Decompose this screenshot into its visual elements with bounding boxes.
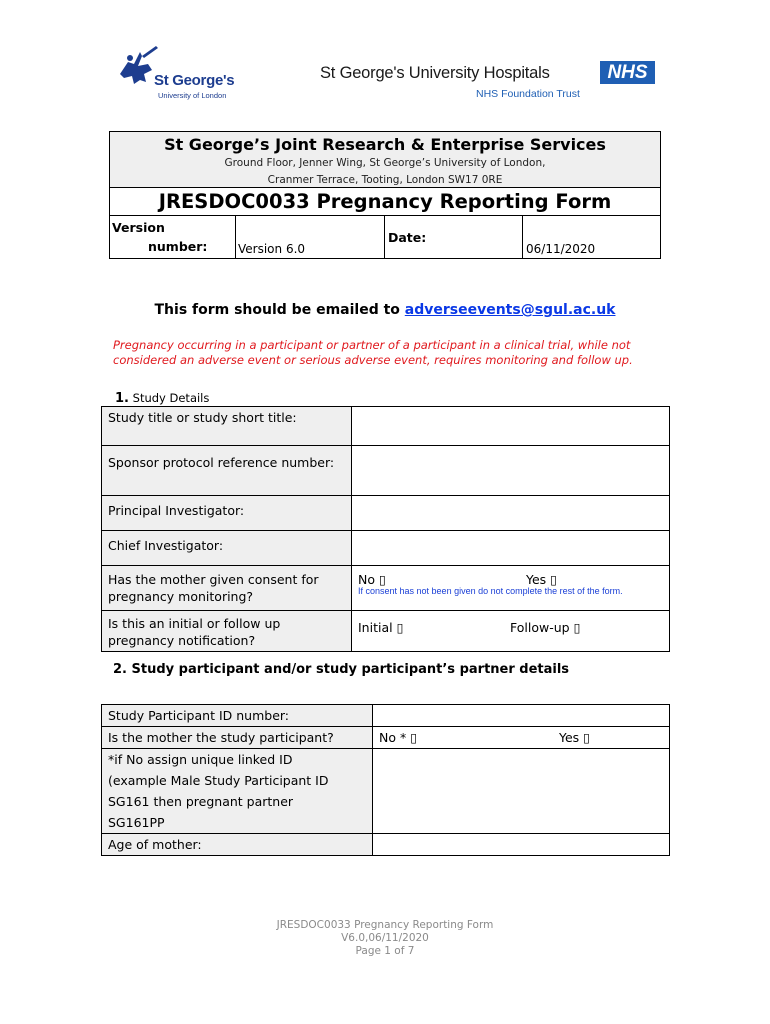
- hospital-name: St George's University Hospitals: [320, 64, 550, 82]
- mother-no-label: No *: [379, 730, 411, 745]
- email-prefix: This form should be emailed to: [154, 302, 405, 318]
- mother-yes-checkbox[interactable]: Yes ▯: [559, 730, 591, 745]
- table-row: [102, 496, 670, 531]
- table-row: [102, 727, 670, 749]
- knight-on-horse-icon: [112, 44, 160, 92]
- consent-label: Has the mother given consent for pregnancy monitoring?: [102, 566, 352, 611]
- study-details-table: [101, 406, 670, 652]
- st-georges-hospitals-logo: [320, 60, 660, 104]
- ci-input[interactable]: [352, 531, 670, 566]
- consent-no-checkbox[interactable]: No ▯: [358, 572, 386, 587]
- document-title: JRESDOC0033 Pregnancy Reporting Form: [110, 188, 660, 216]
- study-title-label: Study title or study short title:: [102, 407, 352, 446]
- table-row: [102, 834, 670, 856]
- version-row: [110, 216, 660, 258]
- nhs-trust-label: NHS Foundation Trust: [476, 88, 580, 100]
- version-label-cell: [110, 216, 236, 258]
- footer-line-2: V6.0,06/11/2020: [341, 932, 429, 944]
- section-2-heading: 2. Study participant and/or study participant’s partner details: [113, 662, 570, 677]
- table-row: [102, 705, 670, 727]
- date-label: Date:: [388, 230, 427, 245]
- followup-checkbox[interactable]: Follow-up ▯: [510, 620, 581, 635]
- mother-participant-options: [373, 727, 670, 749]
- consent-no-label: No: [358, 572, 379, 587]
- sponsor-ref-label: Sponsor protocol reference number:: [102, 446, 352, 496]
- date-value: 06/11/2020: [526, 242, 596, 256]
- section-1-number: 1.: [115, 391, 129, 406]
- email-link[interactable]: adverseevents@sgul.ac.uk: [404, 302, 616, 318]
- document-header: [109, 131, 661, 259]
- date-label-cell: [385, 216, 523, 258]
- page-footer: [0, 919, 770, 958]
- table-row: [102, 749, 670, 834]
- mother-age-label: Age of mother:: [102, 834, 373, 856]
- table-row: [102, 407, 670, 446]
- notification-options: [352, 611, 670, 652]
- study-title-input[interactable]: [352, 407, 670, 446]
- mother-participant-label: Is the mother the study participant?: [102, 727, 373, 749]
- ci-label: Chief Investigator:: [102, 531, 352, 566]
- linked-id-input[interactable]: [373, 749, 670, 834]
- table-row: [102, 446, 670, 496]
- left-logo-brand: St George's: [154, 72, 235, 89]
- notification-label: Is this an initial or follow up pregnancy notification?: [102, 611, 352, 652]
- pi-input[interactable]: [352, 496, 670, 531]
- consent-options: [352, 566, 670, 611]
- version-label-1: Version: [112, 220, 165, 235]
- linked-id-line-1: *if No assign unique linked ID: [108, 752, 293, 767]
- linked-id-line-2: (example Male Study Participant ID: [108, 773, 329, 788]
- version-value: Version 6.0: [238, 242, 306, 256]
- participant-id-label: Study Participant ID number:: [102, 705, 373, 727]
- organisation-block: [110, 132, 660, 188]
- pregnancy-note: Pregnancy occurring in a participant or partner of a participant in a clinical trial, while not considered an adverse event or serious adverse event, requires monitoring and follow up.: [113, 338, 633, 367]
- footer-page-number: Page 1 of 7: [355, 945, 415, 957]
- participant-id-input[interactable]: [373, 705, 670, 727]
- version-label-2: number:: [148, 239, 208, 254]
- address-line-2: Cranmer Terrace, Tooting, London SW17 0RE: [267, 174, 503, 186]
- mother-age-input[interactable]: [373, 834, 670, 856]
- participant-details-table: [101, 704, 670, 856]
- initial-label: Initial: [358, 620, 397, 635]
- nhs-badge: NHS: [600, 61, 655, 84]
- mother-yes-label: Yes: [559, 730, 584, 745]
- address-line-1: Ground Floor, Jenner Wing, St George’s University of London,: [224, 157, 546, 169]
- followup-label: Follow-up: [510, 620, 574, 635]
- table-row: [102, 611, 670, 652]
- date-value-cell: [523, 216, 660, 258]
- consent-yes-label: Yes: [526, 572, 551, 587]
- linked-id-line-4: SG161PP: [108, 815, 165, 830]
- pi-label: Principal Investigator:: [102, 496, 352, 531]
- initial-checkbox[interactable]: Initial ▯: [358, 620, 404, 635]
- left-logo-sub: University of London: [158, 91, 227, 100]
- org-title: St George’s Joint Research & Enterprise Services: [164, 135, 606, 154]
- sponsor-ref-input[interactable]: [352, 446, 670, 496]
- consent-hint: If consent has not been given do not complete the rest of the form.: [358, 586, 623, 596]
- table-row: [102, 531, 670, 566]
- footer-line-1: JRESDOC0033 Pregnancy Reporting Form: [276, 919, 494, 931]
- consent-yes-checkbox[interactable]: Yes ▯: [526, 572, 558, 587]
- table-row: [102, 566, 670, 611]
- mother-no-checkbox[interactable]: No * ▯: [379, 730, 418, 745]
- email-instruction: [0, 302, 770, 318]
- section-1-title: Study Details: [128, 391, 210, 405]
- linked-id-line-3: SG161 then pregnant partner: [108, 794, 294, 809]
- linked-id-label: [102, 749, 373, 834]
- version-value-cell: [236, 216, 385, 258]
- section-1-heading: [115, 391, 209, 406]
- st-georges-university-logo: [112, 44, 242, 106]
